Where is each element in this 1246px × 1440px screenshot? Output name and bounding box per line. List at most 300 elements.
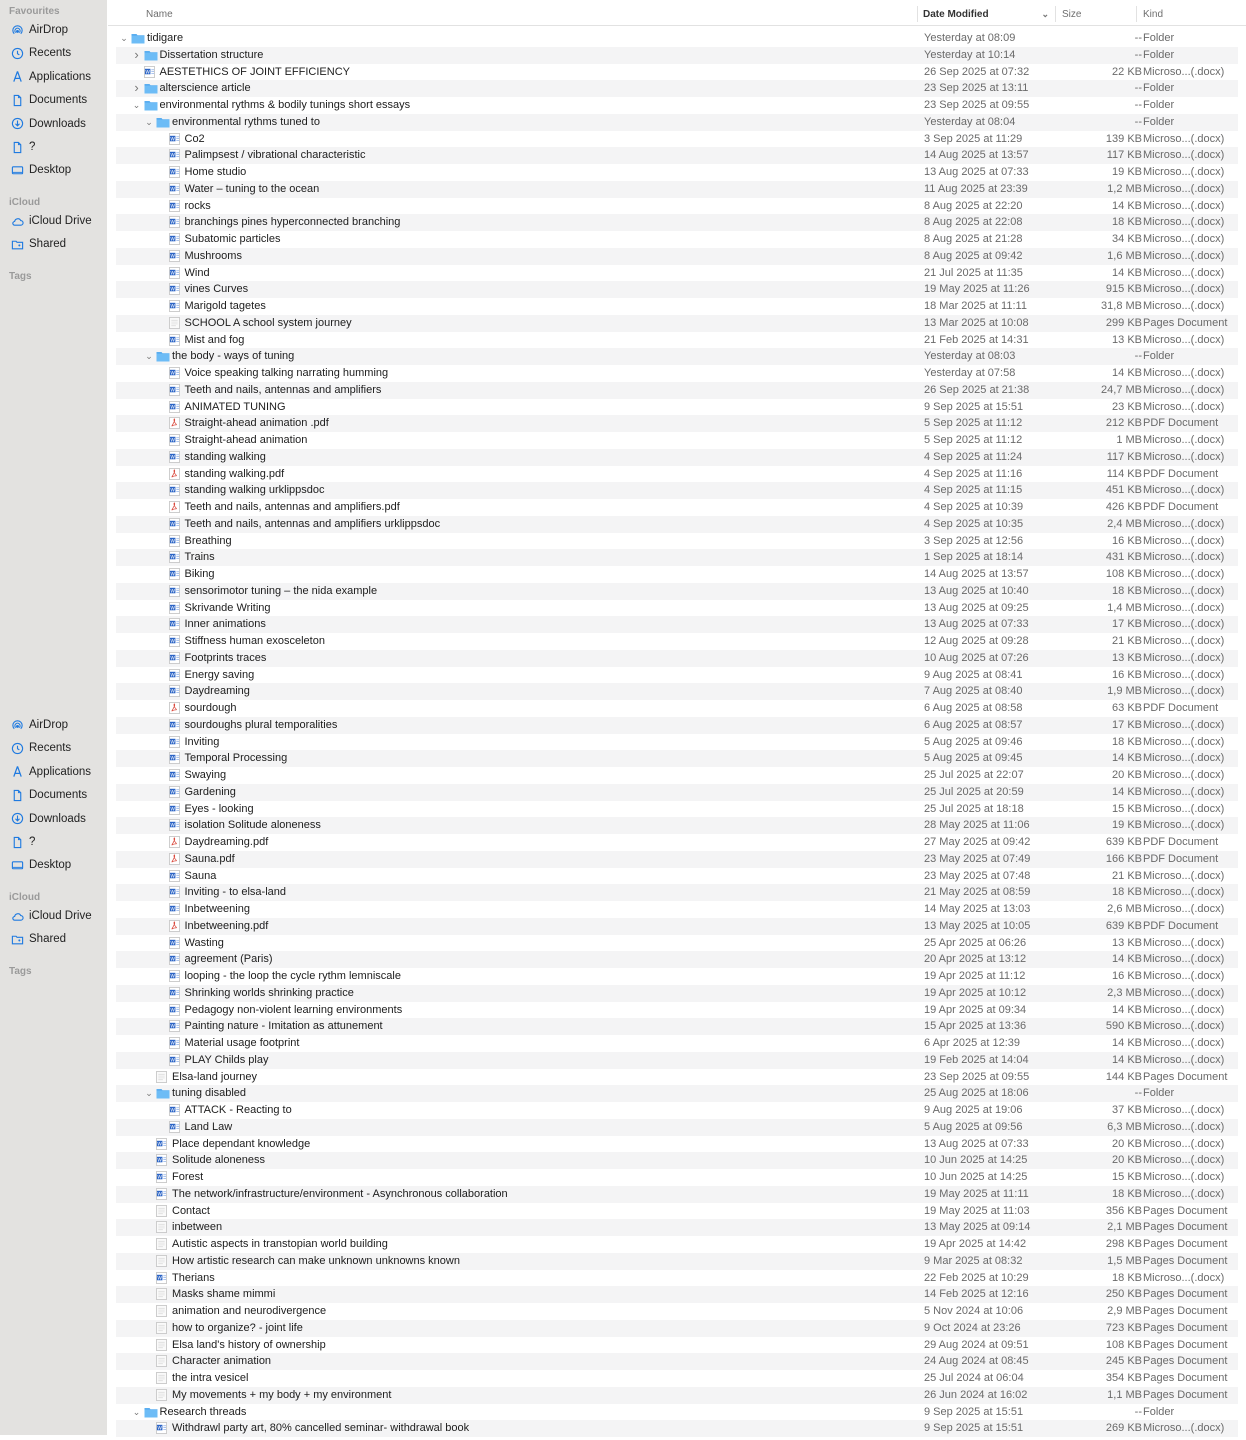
sidebar-section-tags: Tags xyxy=(9,271,32,282)
file-size: 245 KB xyxy=(1105,1355,1142,1368)
sidebar-item-label: iCloud Drive xyxy=(29,215,92,227)
file-name: Water – tuning to the ocean xyxy=(184,182,320,195)
file-name: Material usage footprint xyxy=(184,1037,300,1049)
file-date-modified: 5 Aug 2025 at 09:45 xyxy=(924,752,1023,765)
file-name: Teeth and nails, antennas and amplifiers xyxy=(184,383,382,396)
file-row[interactable] xyxy=(116,1069,1238,1086)
sidebar-item-downloads[interactable] xyxy=(10,115,86,133)
sidebar-item-airdrop[interactable] xyxy=(10,21,68,39)
chevron-down-icon[interactable]: ⌄ xyxy=(132,100,141,110)
folder-row[interactable] xyxy=(116,97,1238,114)
file-row[interactable] xyxy=(116,717,1238,734)
svg-text:W: W xyxy=(169,136,175,142)
pages-document-icon xyxy=(156,1372,168,1385)
svg-text:W: W xyxy=(169,287,175,293)
svg-text:W: W xyxy=(169,806,175,812)
svg-text:W: W xyxy=(169,589,175,595)
file-size: 14 KB xyxy=(1112,752,1142,765)
file-row[interactable] xyxy=(116,901,1238,918)
file-row[interactable] xyxy=(116,415,1238,432)
file-row[interactable] xyxy=(116,817,1238,834)
file-name: Dissertation structure xyxy=(159,48,264,61)
svg-text:W: W xyxy=(169,940,175,946)
file-name: alterscience article xyxy=(159,82,251,95)
file-row[interactable] xyxy=(116,1420,1238,1437)
sidebar-item-downloads[interactable] xyxy=(10,810,86,828)
file-row[interactable] xyxy=(116,1253,1238,1270)
svg-text:W: W xyxy=(169,371,175,377)
file-date-modified: 21 Feb 2025 at 14:31 xyxy=(924,333,1029,346)
file-name: Wind xyxy=(184,266,210,279)
sidebar-item-[interactable] xyxy=(10,138,35,156)
file-row[interactable] xyxy=(116,164,1238,181)
sidebar-item-recents[interactable] xyxy=(10,44,71,62)
svg-text:W: W xyxy=(157,1192,162,1198)
file-kind: Microso...(.docx) xyxy=(1143,601,1225,614)
svg-text:W: W xyxy=(169,1108,175,1114)
file-size: 16 KB xyxy=(1112,668,1142,681)
file-row[interactable] xyxy=(116,1320,1238,1337)
file-size: 212 KB xyxy=(1105,417,1142,430)
file-kind: Pages Document xyxy=(1143,1204,1228,1217)
file-size: 24,7 MB xyxy=(1101,383,1142,396)
file-size: 639 KB xyxy=(1105,836,1142,848)
file-row[interactable] xyxy=(116,248,1238,265)
word-document-icon xyxy=(169,970,181,983)
file-date-modified: 24 Aug 2024 at 08:45 xyxy=(924,1355,1029,1368)
file-row[interactable] xyxy=(116,281,1238,298)
file-list-view xyxy=(108,0,1246,1435)
chevron-down-icon[interactable]: ⌄ xyxy=(120,33,128,43)
file-size: -- xyxy=(1134,1087,1142,1100)
word-document-icon xyxy=(169,200,181,213)
file-size: -- xyxy=(1134,350,1142,363)
file-kind: Pages Document xyxy=(1143,1238,1228,1250)
file-row[interactable] xyxy=(116,131,1238,148)
file-size: 18 KB xyxy=(1112,216,1142,229)
file-row[interactable] xyxy=(116,449,1238,466)
word-document-icon xyxy=(156,1272,168,1285)
sidebar-item-airdrop[interactable] xyxy=(10,716,68,734)
file-size: 451 KB xyxy=(1105,484,1142,497)
file-row[interactable] xyxy=(116,1353,1238,1370)
file-row[interactable] xyxy=(116,533,1238,550)
svg-text:W: W xyxy=(169,656,175,662)
file-kind: Microso...(.docx) xyxy=(1143,1053,1225,1066)
file-row[interactable] xyxy=(116,918,1238,935)
file-size: 37 KB xyxy=(1112,1104,1142,1116)
file-size: 117 KB xyxy=(1106,149,1142,162)
svg-text:W: W xyxy=(169,203,175,209)
file-name: Research threads xyxy=(159,1405,247,1418)
file-name: Pedagogy non-violent learning environments xyxy=(184,1003,403,1016)
file-row[interactable] xyxy=(116,985,1238,1002)
file-row[interactable] xyxy=(116,700,1238,717)
pdf-document-icon xyxy=(169,702,181,715)
sidebar-item-icloud-drive[interactable] xyxy=(10,907,92,925)
file-row[interactable] xyxy=(116,583,1238,600)
document-icon xyxy=(10,93,24,107)
file-row[interactable] xyxy=(116,432,1238,449)
sidebar-item-desktop[interactable] xyxy=(10,856,71,874)
word-document-icon xyxy=(169,803,181,816)
column-name[interactable]: Name xyxy=(146,8,173,20)
pages-document-icon xyxy=(156,1238,168,1251)
svg-text:W: W xyxy=(169,672,175,678)
file-name: Land Law xyxy=(184,1120,233,1133)
file-date-modified: 13 Aug 2025 at 07:33 xyxy=(924,618,1029,631)
column-divider[interactable] xyxy=(1055,6,1056,22)
file-size: -- xyxy=(1134,115,1142,128)
file-row[interactable] xyxy=(116,298,1238,315)
file-row[interactable] xyxy=(116,667,1238,684)
desktop-icon xyxy=(10,163,24,177)
file-size: 31,8 MB xyxy=(1101,300,1142,312)
file-kind: Microso...(.docx) xyxy=(1143,752,1225,765)
word-document-icon xyxy=(156,1422,168,1435)
file-date-modified: Yesterday at 10:14 xyxy=(924,48,1016,61)
file-row[interactable] xyxy=(116,1370,1238,1387)
file-row[interactable] xyxy=(116,1119,1238,1136)
file-date-modified: 5 Aug 2025 at 09:46 xyxy=(924,735,1023,748)
file-size: 20 KB xyxy=(1112,1137,1142,1150)
file-row[interactable] xyxy=(116,315,1238,332)
file-row[interactable] xyxy=(116,1152,1238,1169)
file-name: Daydreaming xyxy=(184,685,250,698)
file-row[interactable] xyxy=(116,1035,1238,1052)
file-kind: Microso...(.docx) xyxy=(1143,300,1225,312)
file-date-modified: 19 May 2025 at 11:03 xyxy=(924,1204,1030,1217)
file-row[interactable] xyxy=(116,1337,1238,1354)
pages-document-icon xyxy=(169,317,181,330)
file-row[interactable] xyxy=(116,633,1238,650)
file-date-modified: Yesterday at 08:09 xyxy=(924,32,1016,44)
file-row[interactable] xyxy=(116,1018,1238,1035)
pages-document-icon xyxy=(156,1288,168,1301)
file-size: 16 KB xyxy=(1112,534,1142,547)
file-name: Forest xyxy=(172,1171,204,1183)
file-date-modified: 29 Aug 2024 at 09:51 xyxy=(924,1338,1029,1351)
file-row[interactable] xyxy=(116,382,1238,399)
file-date-modified: 12 Aug 2025 at 09:28 xyxy=(924,635,1029,647)
sidebar-item-shared[interactable] xyxy=(10,930,66,948)
file-kind: Microso...(.docx) xyxy=(1143,65,1225,78)
file-name: environmental rythms tuned to xyxy=(172,115,320,128)
file-kind: PDF Document xyxy=(1143,852,1219,865)
file-row[interactable] xyxy=(116,1387,1238,1404)
file-row[interactable] xyxy=(116,64,1238,81)
file-row[interactable] xyxy=(116,147,1238,164)
column-kind[interactable]: Kind xyxy=(1143,8,1164,20)
file-row[interactable] xyxy=(116,951,1238,968)
file-date-modified: 22 Feb 2025 at 10:29 xyxy=(924,1271,1029,1284)
file-row[interactable] xyxy=(116,365,1238,382)
svg-text:W: W xyxy=(169,455,175,461)
file-row[interactable] xyxy=(116,181,1238,198)
column-divider[interactable] xyxy=(917,6,918,22)
file-row[interactable] xyxy=(116,834,1238,851)
file-row[interactable] xyxy=(116,784,1238,801)
file-name: inbetween xyxy=(172,1221,223,1234)
file-name: animation and neurodivergence xyxy=(172,1305,327,1317)
chevron-down-icon[interactable]: ⌄ xyxy=(145,1088,153,1099)
sidebar-section-favourites: Favourites xyxy=(9,6,60,17)
file-kind: Pages Document xyxy=(1143,1070,1228,1083)
file-name: Sauna xyxy=(184,869,217,882)
file-kind: Microso...(.docx) xyxy=(1143,283,1225,296)
file-row[interactable] xyxy=(116,1286,1238,1303)
file-size: 20 KB xyxy=(1112,769,1142,781)
file-kind: Microso...(.docx) xyxy=(1143,1020,1225,1033)
file-row[interactable] xyxy=(116,516,1238,533)
folder-row[interactable] xyxy=(116,30,1238,47)
file-kind: Microso...(.docx) xyxy=(1143,718,1225,731)
file-row[interactable] xyxy=(116,851,1238,868)
file-row[interactable] xyxy=(116,466,1238,483)
file-row[interactable] xyxy=(116,868,1238,885)
svg-text:W: W xyxy=(169,1024,175,1030)
file-name: Breathing xyxy=(184,534,232,547)
sidebar-duplicate xyxy=(5,713,107,1435)
file-kind: Microso...(.docx) xyxy=(1143,199,1225,212)
file-row[interactable] xyxy=(116,650,1238,667)
file-kind: Microso...(.docx) xyxy=(1143,400,1225,413)
file-row[interactable] xyxy=(116,1203,1238,1220)
column-divider[interactable] xyxy=(1136,6,1137,22)
folder-row[interactable] xyxy=(116,1085,1238,1102)
file-kind: Microso...(.docx) xyxy=(1143,886,1225,899)
sidebar-item-shared[interactable] xyxy=(10,235,66,253)
file-name: ATTACK - Reacting to xyxy=(184,1104,292,1116)
chevron-down-icon[interactable]: ⌄ xyxy=(145,116,153,127)
file-name: How artistic research can make unknown unknowns known xyxy=(172,1254,460,1267)
pages-document-icon xyxy=(156,1339,168,1352)
file-name: Inviting xyxy=(184,735,220,748)
file-size: -- xyxy=(1134,48,1142,61)
file-row[interactable] xyxy=(116,1169,1238,1186)
svg-text:W: W xyxy=(169,1125,175,1131)
file-name: Masks shame mimmi xyxy=(172,1288,276,1301)
svg-text:W: W xyxy=(169,823,175,829)
file-size: 1,5 MB xyxy=(1107,1254,1142,1267)
file-name: Stiffness human exosceleton xyxy=(184,635,325,647)
file-row[interactable] xyxy=(116,549,1238,566)
folder-row[interactable] xyxy=(116,80,1238,97)
file-name: Eyes - looking xyxy=(184,802,254,815)
file-date-modified: 13 May 2025 at 10:05 xyxy=(924,919,1031,932)
sidebar-item-documents[interactable] xyxy=(10,786,87,804)
file-date-modified: 13 Aug 2025 at 10:40 xyxy=(924,584,1029,597)
file-row[interactable] xyxy=(116,968,1238,985)
file-row[interactable] xyxy=(116,1102,1238,1119)
pdf-document-icon xyxy=(169,920,181,933)
file-name: Contact xyxy=(172,1204,210,1217)
word-document-icon xyxy=(169,937,181,950)
file-size: 915 KB xyxy=(1105,283,1142,296)
file-kind: Microso...(.docx) xyxy=(1143,216,1225,229)
file-size: 269 KB xyxy=(1105,1422,1142,1435)
file-kind: Folder xyxy=(1143,115,1175,128)
folder-icon xyxy=(144,82,156,95)
file-row[interactable] xyxy=(116,231,1238,248)
word-document-icon xyxy=(169,484,181,497)
file-row[interactable] xyxy=(116,1303,1238,1320)
word-document-icon xyxy=(169,685,181,698)
file-row[interactable] xyxy=(116,1236,1238,1253)
file-date-modified: 15 Apr 2025 at 13:36 xyxy=(924,1020,1027,1033)
pdf-document-icon xyxy=(169,836,181,849)
file-name: Painting nature - Imitation as attunement xyxy=(184,1020,383,1033)
file-kind: Microso...(.docx) xyxy=(1143,568,1225,580)
file-row[interactable] xyxy=(116,1052,1238,1069)
file-name: Energy saving xyxy=(184,668,255,681)
file-date-modified: 25 Aug 2025 at 18:06 xyxy=(924,1087,1029,1100)
chevron-right-icon[interactable]: › xyxy=(134,46,139,62)
svg-text:W: W xyxy=(157,1141,162,1147)
file-row[interactable] xyxy=(116,499,1238,516)
word-document-icon xyxy=(169,166,181,179)
sidebar-item-[interactable] xyxy=(10,833,35,851)
file-kind: Microso...(.docx) xyxy=(1143,534,1225,547)
file-row[interactable] xyxy=(116,214,1238,231)
file-row[interactable] xyxy=(116,1270,1238,1287)
file-name: Home studio xyxy=(184,166,247,178)
file-row[interactable] xyxy=(116,399,1238,416)
file-name: rocks xyxy=(184,199,211,212)
word-document-icon xyxy=(169,819,181,832)
file-name: Inner animations xyxy=(184,618,266,631)
file-row[interactable] xyxy=(116,332,1238,349)
file-size: 1,6 MB xyxy=(1107,249,1142,262)
file-size: 21 KB xyxy=(1112,635,1142,647)
file-kind: Microso...(.docx) xyxy=(1143,869,1225,882)
file-kind: PDF Document xyxy=(1143,919,1219,932)
file-kind: PDF Document xyxy=(1143,702,1219,714)
file-name: Inviting - to elsa-land xyxy=(184,886,286,899)
sidebar-section-tags: Tags xyxy=(9,966,32,977)
file-kind: Pages Document xyxy=(1143,1338,1228,1351)
sidebar-item-label: AirDrop xyxy=(29,719,68,731)
file-date-modified: 9 Mar 2025 at 08:32 xyxy=(924,1254,1023,1267)
svg-text:W: W xyxy=(144,69,150,75)
file-kind: Microso...(.docx) xyxy=(1143,1271,1225,1284)
word-document-icon xyxy=(169,987,181,1000)
word-document-icon xyxy=(169,183,181,196)
file-row[interactable] xyxy=(116,734,1238,751)
file-size: 22 KB xyxy=(1112,65,1142,78)
file-row[interactable] xyxy=(116,1219,1238,1236)
file-row[interactable] xyxy=(116,884,1238,901)
file-row[interactable] xyxy=(116,750,1238,767)
file-row[interactable] xyxy=(116,600,1238,617)
file-row[interactable] xyxy=(116,198,1238,215)
file-row[interactable] xyxy=(116,265,1238,282)
file-row[interactable] xyxy=(116,566,1238,583)
chevron-down-icon[interactable]: ⌄ xyxy=(145,351,153,362)
word-document-icon xyxy=(169,568,181,581)
file-row[interactable] xyxy=(116,1136,1238,1153)
file-name: branchings pines hyperconnected branching xyxy=(184,216,401,229)
file-date-modified: 23 Sep 2025 at 09:55 xyxy=(924,1070,1030,1083)
sidebar-item-recents[interactable] xyxy=(10,739,71,757)
file-row[interactable] xyxy=(116,801,1238,818)
file-size: 356 KB xyxy=(1105,1204,1142,1217)
file-row[interactable] xyxy=(116,1186,1238,1203)
file-date-modified: 7 Aug 2025 at 08:40 xyxy=(924,685,1023,698)
folder-row[interactable] xyxy=(116,47,1238,64)
file-name: Temporal Processing xyxy=(184,752,288,765)
pages-document-icon xyxy=(156,1255,168,1268)
file-date-modified: 10 Jun 2025 at 14:25 xyxy=(924,1154,1028,1167)
svg-text:W: W xyxy=(169,605,175,611)
chevron-down-icon[interactable]: ⌄ xyxy=(132,1406,141,1417)
column-date-modified[interactable] xyxy=(923,3,1049,25)
sidebar-item-icloud-drive[interactable] xyxy=(10,212,92,230)
file-row[interactable] xyxy=(116,616,1238,633)
word-document-icon xyxy=(169,451,181,464)
file-date-modified: Yesterday at 08:03 xyxy=(924,350,1016,363)
file-kind: Microso...(.docx) xyxy=(1143,651,1225,664)
sidebar-item-documents[interactable] xyxy=(10,91,87,109)
file-kind: Microso...(.docx) xyxy=(1143,584,1225,597)
file-name: Sauna.pdf xyxy=(184,852,235,865)
file-size: 250 KB xyxy=(1105,1288,1142,1301)
file-row[interactable] xyxy=(116,767,1238,784)
file-row[interactable] xyxy=(116,935,1238,952)
file-kind: Microso...(.docx) xyxy=(1143,618,1225,631)
file-date-modified: 10 Aug 2025 at 07:26 xyxy=(924,651,1029,664)
file-name: standing walking urklippsdoc xyxy=(184,484,325,497)
sidebar-item-label: Recents xyxy=(29,742,72,755)
file-kind: Microso...(.docx) xyxy=(1143,182,1225,195)
sidebar-item-applications[interactable] xyxy=(10,763,91,781)
file-size: 17 KB xyxy=(1112,618,1142,631)
file-date-modified: 3 Sep 2025 at 12:56 xyxy=(924,534,1024,547)
folder-row[interactable] xyxy=(116,1404,1238,1421)
file-date-modified: 5 Aug 2025 at 09:56 xyxy=(924,1120,1023,1133)
sidebar-item-applications[interactable] xyxy=(10,68,91,86)
file-row[interactable] xyxy=(116,482,1238,499)
file-row[interactable] xyxy=(116,683,1238,700)
file-name: Teeth and nails, antennas and amplifiers.pdf xyxy=(184,501,400,513)
sidebar-item-desktop[interactable] xyxy=(10,161,71,179)
folder-row[interactable] xyxy=(116,348,1238,365)
file-name: Solitude aloneness xyxy=(172,1154,265,1167)
file-size: 19 KB xyxy=(1112,819,1142,832)
file-date-modified: 6 Aug 2025 at 08:58 xyxy=(924,702,1023,714)
file-kind: Microso...(.docx) xyxy=(1143,132,1225,145)
file-row[interactable] xyxy=(116,1002,1238,1019)
file-kind: Microso...(.docx) xyxy=(1143,785,1225,798)
file-kind: Microso...(.docx) xyxy=(1143,484,1225,497)
file-size: 2,1 MB xyxy=(1107,1221,1142,1234)
word-document-icon xyxy=(169,551,181,564)
svg-text:W: W xyxy=(157,1175,162,1181)
chevron-right-icon[interactable]: › xyxy=(134,80,139,96)
word-document-icon xyxy=(144,66,156,79)
svg-text:W: W xyxy=(169,438,175,444)
column-size[interactable]: Size xyxy=(1062,8,1082,20)
file-kind: Microso...(.docx) xyxy=(1143,1104,1225,1116)
folder-row[interactable] xyxy=(116,114,1238,131)
file-size: 117 KB xyxy=(1106,450,1142,463)
file-name: Subatomic particles xyxy=(184,233,281,245)
sidebar-item-label: Desktop xyxy=(29,164,72,177)
file-size: 23 KB xyxy=(1112,400,1142,413)
file-name: Place dependant knowledge xyxy=(172,1137,311,1150)
file-date-modified: 9 Oct 2024 at 23:26 xyxy=(924,1321,1021,1334)
sidebar-item-label: Documents xyxy=(29,789,88,802)
